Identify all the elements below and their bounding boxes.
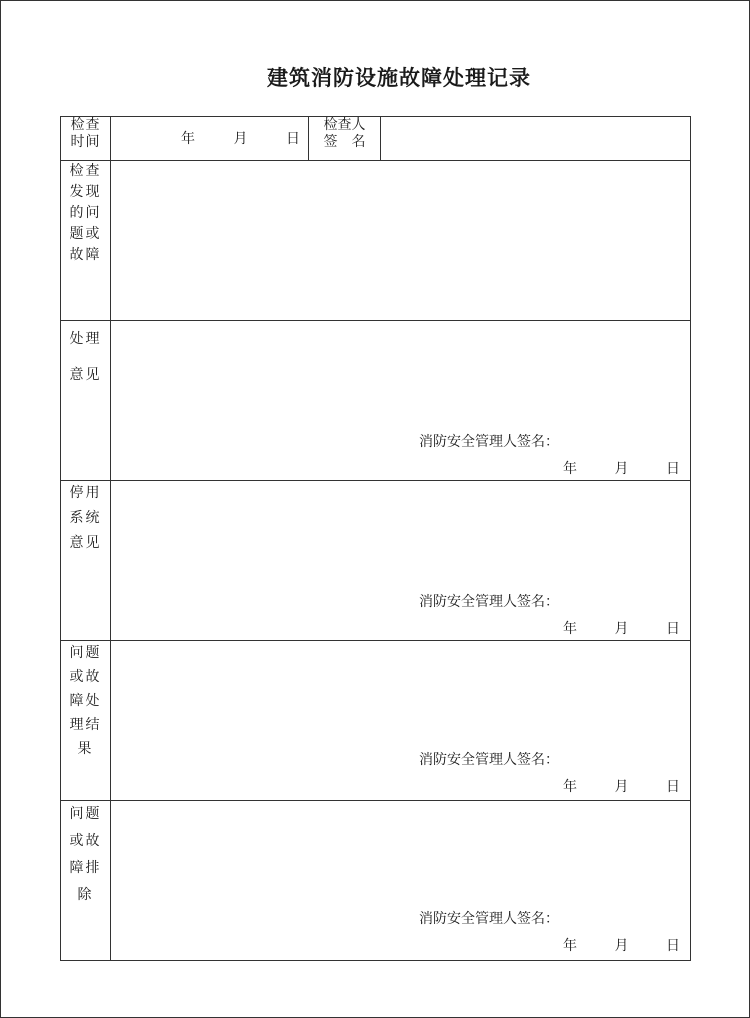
date-line: [563, 779, 680, 796]
signature-label: 消防安全管理人签名：: [419, 594, 559, 610]
day-label: 日: [286, 131, 300, 147]
result-label: 问题 或故 障处 理结 果: [61, 641, 111, 801]
suspend-row: [61, 481, 691, 641]
month-label: 月: [614, 461, 629, 477]
year-label: 年: [563, 938, 577, 954]
day-label: 日: [666, 621, 680, 637]
signature-label: 消防安全管理人签名：: [419, 911, 559, 927]
signature-label: 消防安全管理人签名：: [419, 752, 559, 768]
handling-row: [61, 321, 691, 481]
problem-label: 检查 发现 的问 题或 故障: [61, 161, 111, 321]
problem-row: [61, 161, 691, 321]
removal-label: 问题 或故 障排 除: [61, 801, 111, 961]
problem-field[interactable]: [111, 161, 691, 321]
removal-field[interactable]: [111, 801, 691, 961]
inspector-signature-field[interactable]: [381, 117, 691, 161]
date-line: [563, 938, 680, 955]
year-label: 年: [181, 131, 195, 147]
handling-label: 处理 意见: [61, 321, 111, 481]
date-line: [563, 461, 680, 478]
day-label: 日: [666, 779, 680, 795]
year-label: 年: [563, 621, 577, 637]
result-field[interactable]: [111, 641, 691, 801]
handling-field[interactable]: [111, 321, 691, 481]
page-title: 建筑消防设施故障处理记录: [267, 65, 531, 90]
date-line: [563, 621, 680, 638]
month-label: 月: [614, 779, 629, 795]
day-label: 日: [666, 461, 680, 477]
check-time-label: 检查 时间: [61, 117, 111, 161]
signature-label: 消防安全管理人签名：: [419, 434, 559, 450]
record-table: [60, 116, 691, 961]
month-label: 月: [614, 621, 629, 637]
month-label: 月: [233, 131, 248, 147]
header-row: [61, 117, 691, 161]
suspend-label: 停用 系统 意见: [61, 481, 111, 641]
suspend-field[interactable]: [111, 481, 691, 641]
day-label: 日: [666, 938, 680, 954]
result-row: [61, 641, 691, 801]
year-label: 年: [563, 779, 577, 795]
inspector-label: 检查人 签 名: [309, 117, 381, 161]
month-label: 月: [614, 938, 629, 954]
year-label: 年: [563, 461, 577, 477]
removal-row: [61, 801, 691, 961]
check-time-field[interactable]: [111, 117, 309, 161]
